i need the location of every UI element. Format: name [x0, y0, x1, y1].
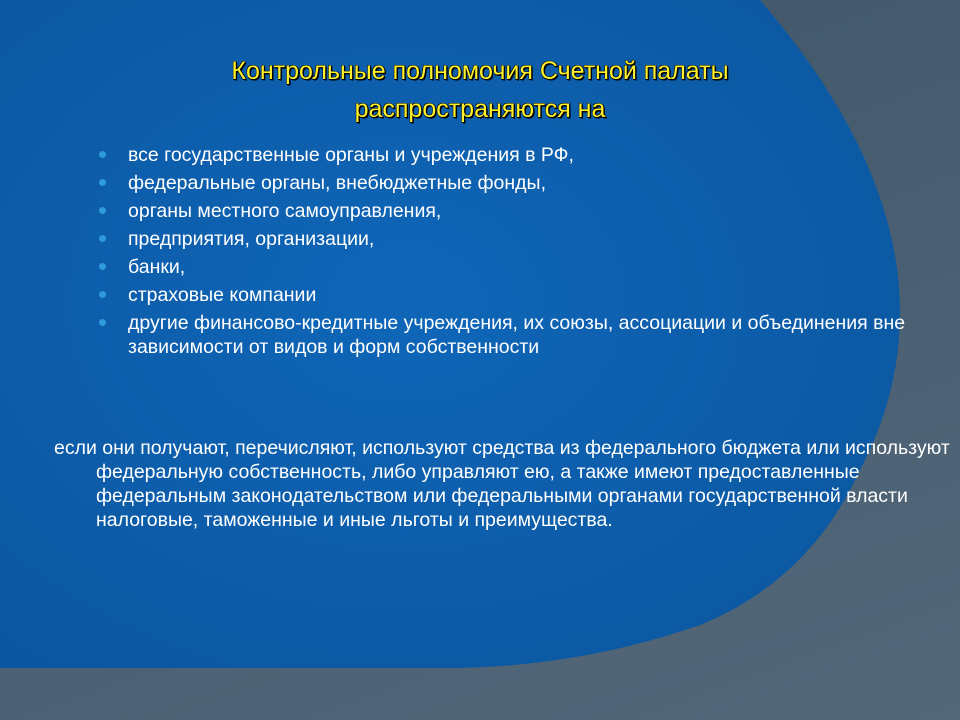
list-item-text: предприятия, организации,: [128, 228, 375, 250]
title-line-1: Контрольные полномочия Счетной палаты: [231, 57, 729, 85]
list-item-text: страховые компании: [128, 284, 317, 306]
bullet-dot-icon: [99, 235, 106, 242]
list-item-text: органы местного самоуправления,: [128, 200, 442, 222]
list-item: [96, 143, 906, 167]
bullet-dot-icon: [99, 179, 106, 186]
list-item: [96, 171, 906, 195]
list-item: [96, 227, 906, 251]
slide-title: [120, 52, 840, 128]
condition-paragraph: если они получают, перечисляют, используют средства из федерального бюджета или используют федеральную собственность, либо управляют ею, а также имеют предоставленные федеральным законодательством или федеральными органами государственной власти налоговые, таможенные и иные льготы и преимущества.: [54, 437, 950, 531]
list-item-text: банки,: [128, 256, 186, 278]
list-item: [96, 255, 906, 279]
list-item: [96, 199, 906, 223]
list-item-text: все государственные органы и учреждения в РФ,: [128, 144, 574, 166]
list-item: [96, 311, 906, 359]
bullet-dot-icon: [99, 263, 106, 270]
list-item: [96, 283, 906, 307]
bullet-dot-icon: [99, 291, 106, 298]
bullet-dot-icon: [99, 151, 106, 158]
title-line-2: распространяются на: [354, 95, 606, 123]
list-item-text: другие финансово-кредитные учреждения, их союзы, ассоциации и объединения вне зависимости от видов и форм собственности: [128, 312, 906, 358]
bullet-dot-icon: [99, 319, 106, 326]
bullet-list: [96, 143, 906, 363]
list-item-text: федеральные органы, внебюджетные фонды,: [128, 172, 546, 194]
bullet-dot-icon: [99, 207, 106, 214]
